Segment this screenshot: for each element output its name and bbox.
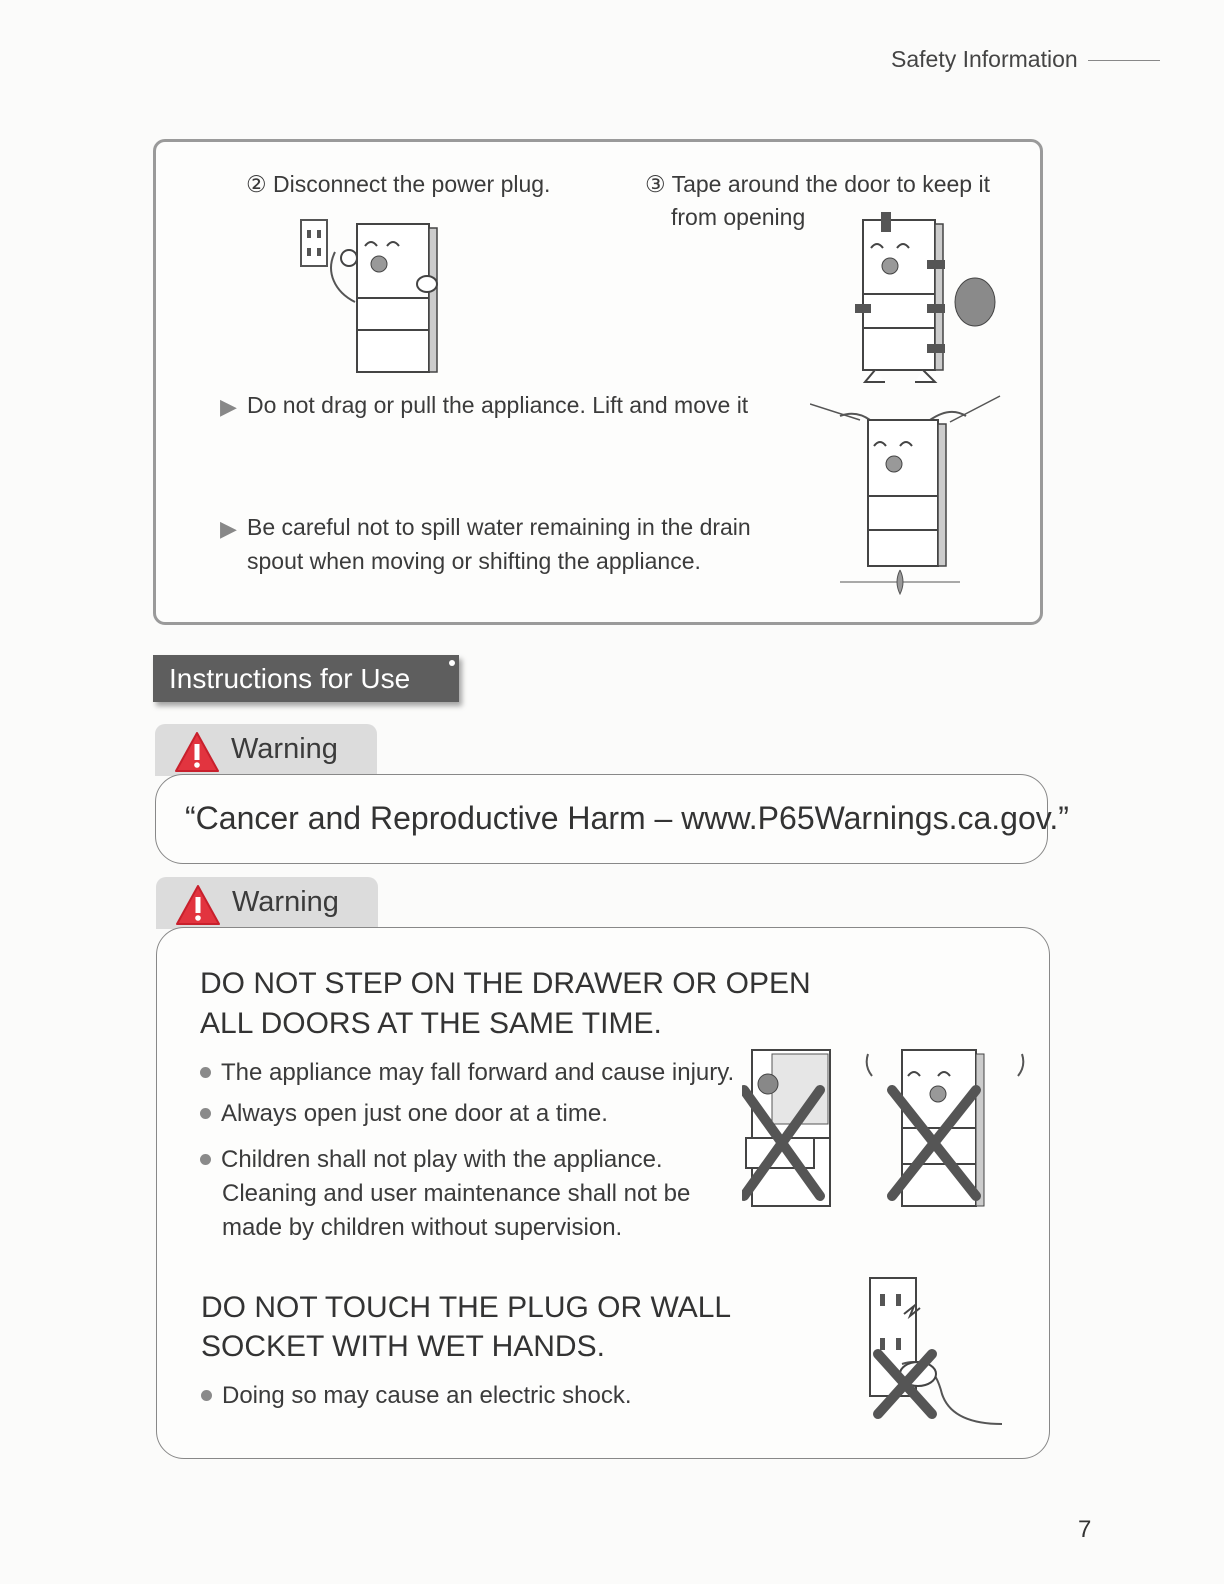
badge-dot: [449, 660, 455, 666]
bullet-continuation: made by children without supervision.: [222, 1214, 623, 1241]
arrow-bullet-icon: ▶: [220, 394, 237, 419]
heading-wet-hands-line2: SOCKET WITH WET HANDS.: [201, 1330, 605, 1363]
step-tape-door-line1: ③ Tape around the door to keep it: [645, 171, 990, 197]
wet-hands-plug-illustration: [862, 1274, 1012, 1434]
bullet-item: Doing so may cause an electric shock.: [201, 1379, 632, 1413]
bullet-dot-icon: [200, 1108, 211, 1119]
unplug-illustration: [295, 212, 455, 382]
section-title: Safety Information: [891, 46, 1078, 72]
heading-drawer-line2: ALL DOORS AT THE SAME TIME.: [200, 1007, 662, 1040]
heading-drawer-line1: DO NOT STEP ON THE DRAWER OR OPEN: [200, 967, 811, 1000]
instructions-for-use-badge: Instructions for Use: [153, 655, 459, 702]
spill-note-line1: Be careful not to spill water remaining in the drain: [247, 514, 751, 540]
no-step-open-doors-illustration: [742, 1046, 1042, 1214]
bullet-item: Always open just one door at a time.: [200, 1097, 608, 1131]
bullet-item: The appliance may fall forward and cause injury.: [200, 1056, 734, 1090]
arrow-bullet-icon: ▶: [220, 516, 237, 541]
warning-triangle-icon: [174, 731, 220, 773]
header-rule: [1088, 60, 1160, 61]
taped-fridge-illustration: [835, 212, 1005, 387]
lifting-fridge-illustration: [810, 392, 1010, 607]
bullet-dot-icon: [201, 1390, 212, 1401]
spill-note-line2: spout when moving or shifting the appliance.: [247, 548, 701, 574]
prop65-warning-text: “Cancer and Reproductive Harm – www.P65Warnings.ca.gov.”: [185, 800, 1069, 836]
heading-wet-hands-line1: DO NOT TOUCH THE PLUG OR WALL: [201, 1291, 732, 1324]
step-tape-door-line2: from opening: [671, 204, 806, 230]
bullet-dot-icon: [200, 1154, 211, 1165]
bullet-dot-icon: [200, 1067, 211, 1078]
warning-label: Warning: [232, 886, 339, 918]
bullet-continuation: Cleaning and user maintenance shall not be: [222, 1180, 691, 1207]
page-number: 7: [1078, 1516, 1092, 1543]
warning-label: Warning: [231, 733, 338, 765]
drag-note: Do not drag or pull the appliance. Lift and move it: [247, 392, 749, 418]
warning-triangle-icon: [175, 884, 221, 926]
step-disconnect-plug: ② Disconnect the power plug.: [246, 171, 551, 197]
bullet-item: Children shall not play with the appliance.: [200, 1143, 663, 1177]
